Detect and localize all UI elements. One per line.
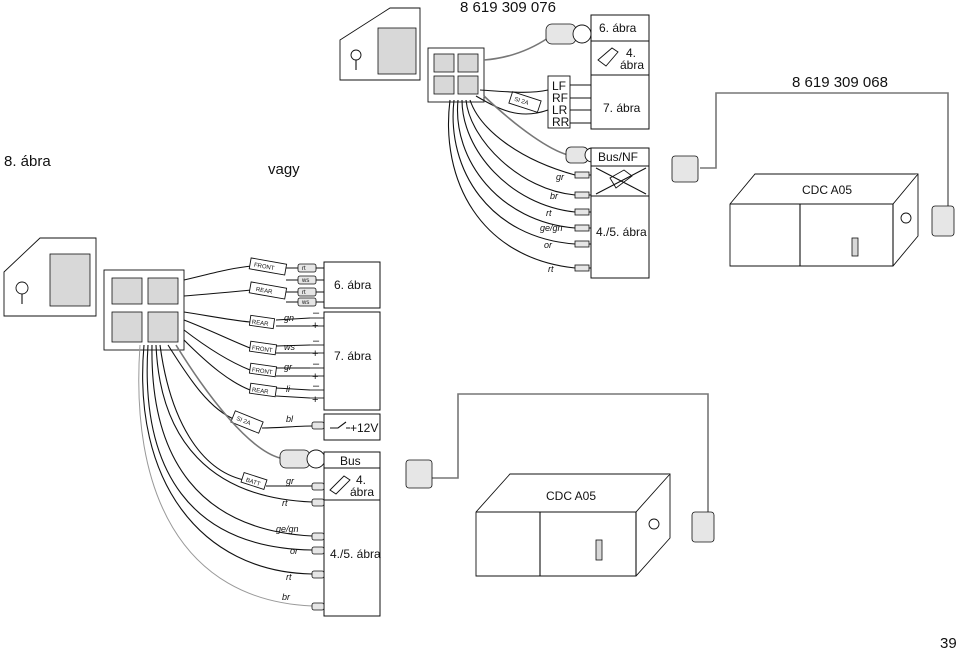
- top-channel-block: [548, 76, 591, 129]
- bottom-iso-connector: [104, 270, 184, 350]
- top-bus-box: [591, 148, 649, 278]
- polarity-marks: [312, 307, 320, 406]
- pol-p-2: +: [312, 348, 319, 360]
- pol-p-3: +: [312, 371, 319, 383]
- channel-lf: LF: [552, 79, 567, 93]
- channel-lr: LR: [552, 103, 568, 117]
- top-ref-box: [591, 15, 649, 129]
- top-wire-br: br: [550, 191, 559, 201]
- top-fuse: [509, 92, 541, 113]
- top-radio-bracket: [340, 8, 420, 80]
- top-wire-gr: gr: [556, 172, 565, 182]
- pol-m-3: –: [313, 358, 320, 370]
- power-label: +12V: [350, 421, 379, 435]
- page-number: 39: [940, 635, 957, 652]
- tag-front-2: FRONT: [251, 345, 273, 355]
- tag-rear-3: REAR: [251, 387, 269, 396]
- bottom-bus-box: [324, 452, 381, 616]
- top-ref-fig45: 4./5. ábra: [596, 225, 647, 239]
- pol-p-1: +: [312, 320, 319, 332]
- figure-label: 8. ábra: [4, 153, 51, 170]
- bottom-lower-wires: [139, 345, 324, 610]
- bottom-rca-connectors: [184, 258, 324, 306]
- tag-batt: BATT: [244, 477, 261, 488]
- channel-rf: RF: [552, 91, 568, 105]
- bottom-ref-fig4: ábra: [350, 485, 375, 499]
- pol-m-4: –: [313, 380, 320, 392]
- bottom-ref-fig7: 7. ábra: [334, 349, 372, 363]
- top-wire-plugs: [575, 172, 591, 271]
- bottom-fuse-label: SI 2A: [235, 416, 252, 428]
- bottom-bus: Bus: [340, 454, 361, 468]
- top-cdc-unit: [730, 174, 918, 266]
- bottom-ref-fig7-box: [324, 312, 380, 410]
- top-wire-or: or: [544, 240, 553, 250]
- tag-front-3: FRONT: [251, 367, 273, 377]
- rca-rt-1: rt: [302, 266, 306, 272]
- lower-wire-gegn: ge/gn: [276, 524, 299, 534]
- top-fuse-label: SI 2A: [513, 96, 530, 107]
- pol-m-2: –: [313, 335, 320, 347]
- lower-wire-br: br: [282, 592, 291, 602]
- channel-rr: RR: [552, 115, 570, 129]
- bottom-cdc-label: CDC A05: [546, 489, 597, 503]
- bottom-cdc-unit: [476, 474, 670, 576]
- rca-ws-1: ws: [302, 278, 310, 284]
- sp-wire-li: li: [286, 384, 290, 394]
- bottom-ref-fig6: 6. ábra: [334, 278, 372, 292]
- tag-rear-2: REAR: [251, 319, 269, 328]
- top-iso-connector: [428, 48, 484, 102]
- sp-wire-gn: gn: [284, 313, 295, 323]
- lower-wire-rt: rt: [282, 498, 288, 508]
- top-cdc-part-number: 8 619 309 068: [792, 74, 888, 91]
- top-ref-fig4: 4. ábra: [620, 46, 645, 72]
- top-wire-gegn: ge/gn: [540, 223, 563, 233]
- top-bus-nf: Bus/NF: [598, 150, 639, 164]
- top-ref-fig6: 6. ábra: [599, 21, 637, 35]
- bottom-speaker-wires: [184, 312, 324, 398]
- top-wire-rt2: rt: [548, 264, 554, 274]
- bottom-ref-fig6-box: [324, 262, 380, 308]
- sp-wire-ws: ws: [284, 342, 295, 352]
- lower-wire-gr: gr: [286, 476, 295, 486]
- top-ref-fig7: 7. ábra: [603, 101, 641, 115]
- tag-front-1: FRONT: [253, 262, 275, 273]
- top-cdc-label: CDC A05: [802, 183, 853, 197]
- top-round-connector: [484, 24, 591, 60]
- fuse-wire-bl: bl: [286, 414, 294, 424]
- top-part-number: 8 619 309 076: [460, 0, 556, 16]
- bottom-power-box: [324, 414, 380, 440]
- or-label: vagy: [268, 161, 300, 178]
- tag-rear-1: REAR: [255, 286, 273, 296]
- bottom-ref-fig4-a: 4.: [356, 473, 367, 487]
- bottom-ref-fig45: 4./5. ábra: [330, 547, 381, 561]
- top-wire-rt: rt: [546, 208, 552, 218]
- sp-wire-gr: gr: [284, 362, 293, 372]
- rca-rt-2: rt: [302, 290, 306, 296]
- bottom-radio-bracket: [4, 238, 96, 316]
- lower-wire-or: or: [290, 546, 299, 556]
- rca-ws-2: ws: [302, 300, 310, 306]
- pol-p-4: +: [312, 394, 319, 406]
- lower-wire-rt2: rt: [286, 572, 292, 582]
- pol-m-1: –: [313, 307, 320, 319]
